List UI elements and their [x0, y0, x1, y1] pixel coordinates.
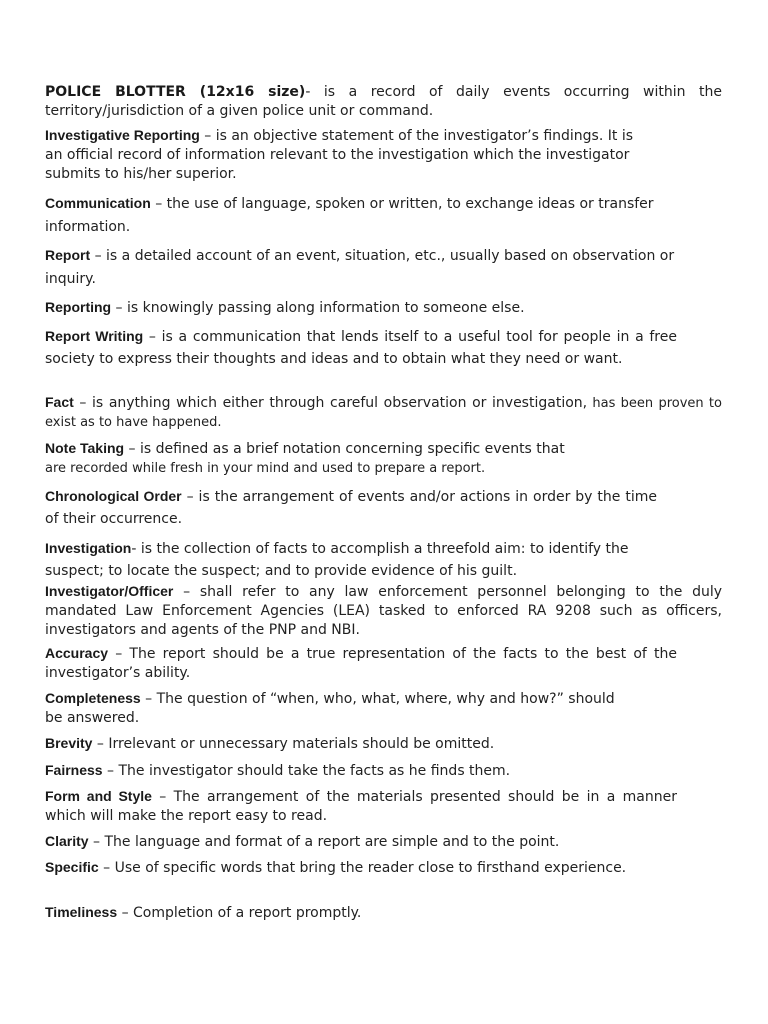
entry-brevity [45, 734, 677, 754]
entry-definition: – is anything which either through careful observation or investigation, [73, 395, 588, 411]
entry-definition: – the use of language, spoken or written, to exchange ideas or transfer information. [45, 196, 654, 235]
entry-accuracy [45, 644, 677, 683]
entry-definition: – is a detailed account of an event, situation, etc., usually based on observation or inquiry. [45, 248, 675, 287]
entry-completeness [45, 689, 615, 728]
entry-definition: - is the collection of facts to accomplish a threefold aim: to identify the suspect; to locate the suspect; and to provide evidence of his guilt. [45, 541, 629, 579]
entry-term: Completeness [45, 690, 141, 706]
entry-definition: – The question of “when, who, what, where, why and how?” should be answered. [45, 691, 615, 726]
entry-term: Report [45, 247, 91, 263]
entry-term: POLICE BLOTTER (12x16 size) [45, 84, 306, 100]
entry-definition-small: has been proven to exist as to have happened. [45, 396, 722, 430]
entry-term: Clarity [45, 833, 89, 849]
entry-term: Accuracy [45, 645, 109, 661]
entry-definition: – Irrelevant or unnecessary materials should be omitted. [92, 736, 495, 752]
entry-definition: – is knowingly passing along information to someone else. [111, 300, 525, 316]
entry-definition: – The report should be a true representation of the facts to the best of the investigator’s ability. [45, 646, 677, 681]
entry-definition: – is defined as a brief notation concerning specific events that [124, 441, 565, 457]
entry-police-blotter [45, 83, 722, 121]
entry-fact [45, 393, 722, 432]
entry-term: Note Taking [45, 440, 125, 456]
entry-definition: – The arrangement of the materials presented should be in a manner which will make the report easy to read. [45, 789, 677, 824]
entry-definition: – The investigator should take the facts as he finds them. [102, 763, 511, 779]
entry-reporting [45, 298, 677, 318]
entry-definition-small: are recorded while fresh in your mind and used to prepare a report. [45, 461, 486, 476]
entry-definition: – Completion of a report promptly. [117, 905, 362, 921]
entry-timeliness [45, 903, 677, 923]
entry-term: Fact [45, 394, 74, 410]
entry-note-taking [45, 439, 725, 478]
entry-term: Chronological Order [45, 488, 182, 504]
entry-definition: – is the arrangement of events and/or actions in order by the time of their occurrence. [45, 489, 657, 527]
entry-investigative-reporting [45, 126, 640, 184]
entry-term: Report Writing [45, 328, 144, 344]
entry-investigation [45, 537, 653, 582]
entry-definition: – The language and format of a report are simple and to the point. [88, 834, 560, 850]
entry-term: Fairness [45, 762, 103, 778]
entry-definition: – is an objective statement of the investigator’s findings. It is an official record of information relevant to the investigation which the investigator submits to his/her superior. [45, 128, 634, 182]
entry-term: Communication [45, 195, 151, 211]
entry-chronological-order [45, 485, 657, 530]
entry-definition: - is a record of daily events occurring within the territory/jurisdiction of a given police unit or command. [45, 84, 723, 119]
entry-clarity [45, 832, 677, 852]
entry-term: Investigation [45, 540, 132, 556]
entry-specific [45, 858, 677, 878]
entry-term: Timeliness [45, 904, 118, 920]
entry-definition: – is a communication that lends itself to a useful tool for people in a free society to express their thoughts and ideas and to obtain what they need or want. [45, 329, 677, 367]
entry-term: Specific [45, 859, 99, 875]
entry-investigator-officer [45, 582, 722, 640]
entry-fairness [45, 761, 677, 781]
entry-report-writing [45, 325, 677, 370]
entry-term: Brevity [45, 735, 93, 751]
entry-term: Investigative Reporting [45, 127, 200, 143]
entry-term: Investigator/Officer [45, 583, 174, 599]
entry-definition: – Use of specific words that bring the reader close to firsthand experience. [98, 860, 627, 876]
entry-term: Form and Style [45, 788, 152, 804]
entry-term: Reporting [45, 299, 112, 315]
entry-definition: – shall refer to any law enforcement personnel belonging to the duly mandated Law Enforcement Agencies (LEA) tasked to enforced RA 9208 such as officers, investigators and agents of the PNP and NBI. [45, 584, 722, 638]
entry-report [45, 244, 677, 290]
entry-communication [45, 192, 677, 238]
entry-form-and-style [45, 787, 677, 826]
